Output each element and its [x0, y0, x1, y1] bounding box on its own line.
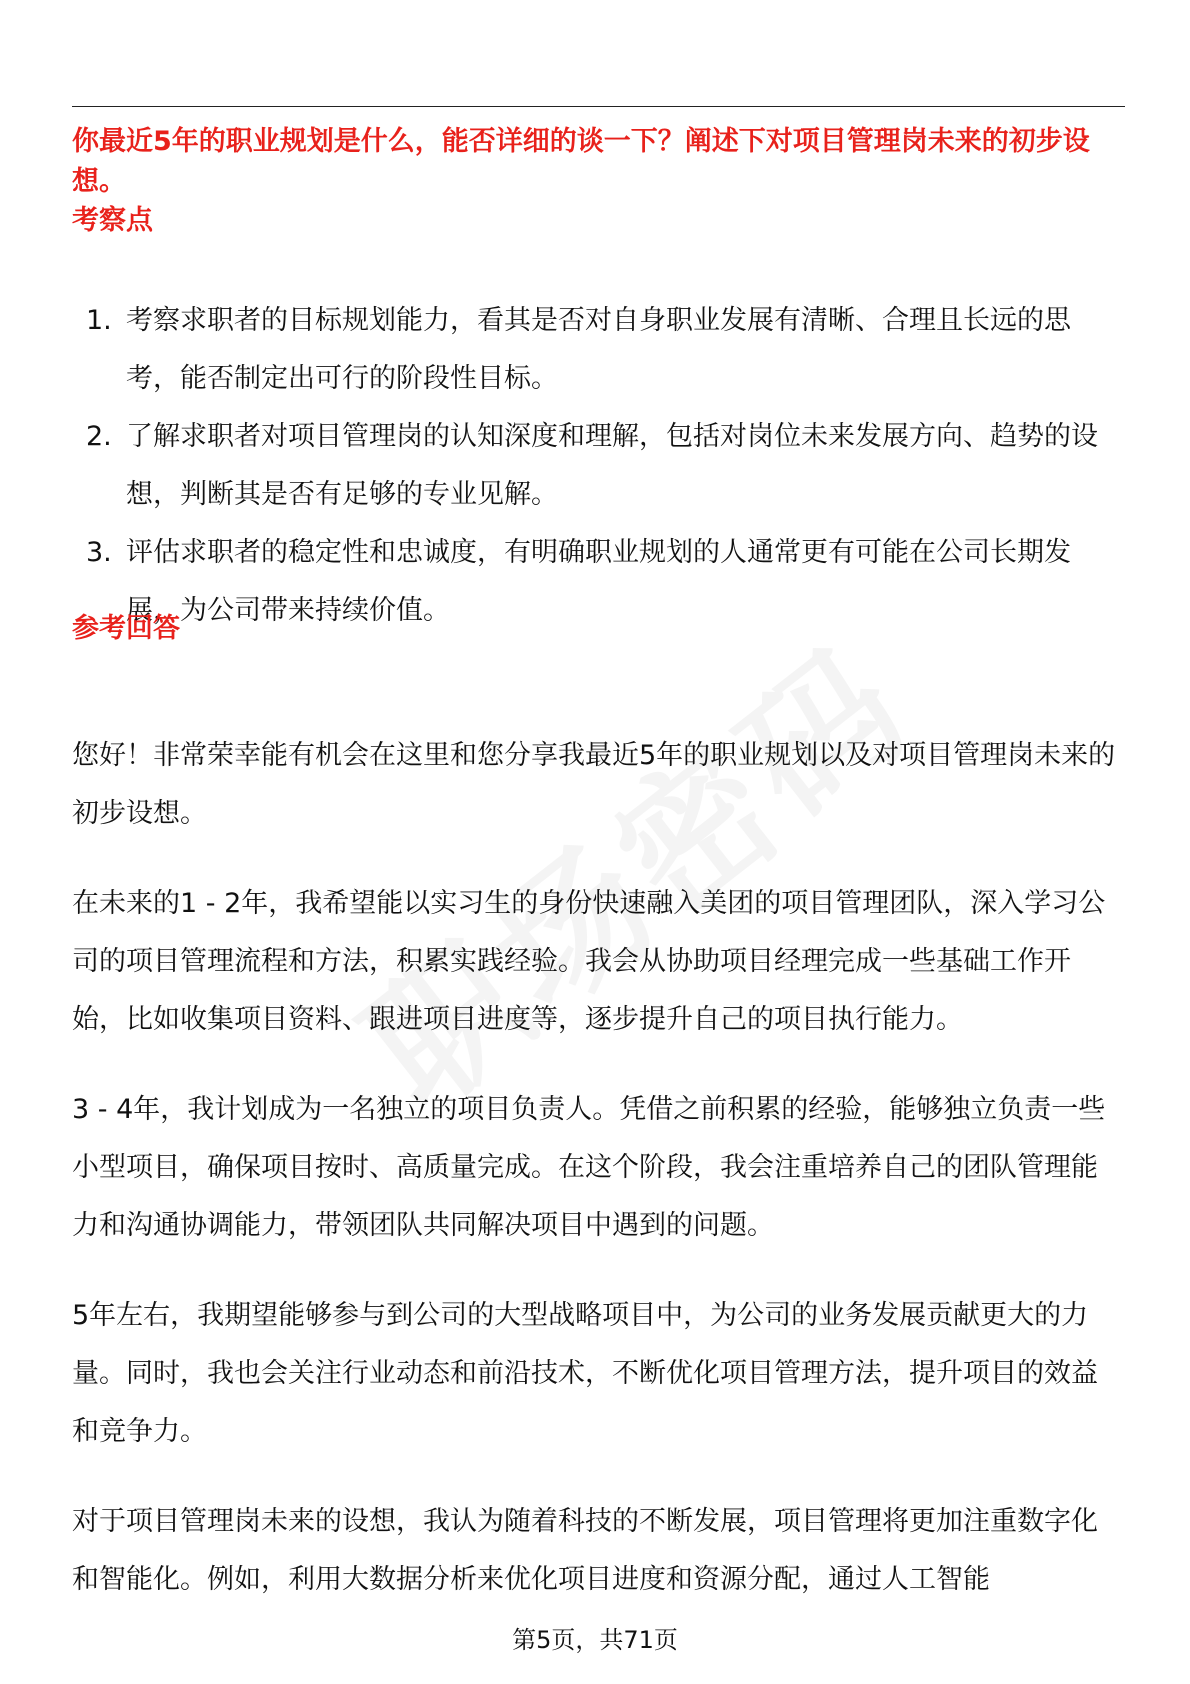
list-item: [72, 292, 1122, 408]
top-divider: [72, 106, 1125, 107]
answer-paragraph: 3 - 4年，我计划成为一名独立的项目负责人。凭借之前积累的经验，能够独立负责一些小型项目，确保项目按时、高质量完成。在这个阶段，我会注重培养自己的团队管理能力和沟通协调能力，带领团队共同解决项目中遇到的问题。: [72, 1094, 1106, 1241]
list-item-number: 3.: [86, 537, 112, 568]
list-item-text: 考察求职者的目标规划能力，看其是否对自身职业发展有清晰、合理且长远的思考，能否制定出可行的阶段性目标。: [126, 305, 1071, 394]
list-item-text: 了解求职者对项目管理岗的认知深度和理解，包括对岗位未来发展方向、趋势的设想，判断其是否有足够的专业见解。: [126, 421, 1098, 510]
list-item-text: 评估求职者的稳定性和忠诚度，有明确职业规划的人通常更有可能在公司长期发展，为公司带来持续价值。: [126, 537, 1071, 626]
list-item-number: 1.: [86, 305, 112, 336]
page-number: 第5页，共71页: [512, 1626, 678, 1654]
answer-paragraph: 5年左右，我期望能够参与到公司的大型战略项目中，为公司的业务发展贡献更大的力量。同时，我也会关注行业动态和前沿技术，不断优化项目管理方法，提升项目的效益和竞争力。: [72, 1300, 1098, 1447]
answer-paragraph: 在未来的1 - 2年，我希望能以实习生的身份快速融入美团的项目管理团队，深入学习公司的项目管理流程和方法，积累实践经验。我会从协助项目经理完成一些基础工作开始，比如收集项目资料、跟进项目进度等，逐步提升自己的项目执行能力。: [72, 888, 1106, 1035]
answer-body: [72, 727, 1124, 1641]
list-item: [72, 408, 1122, 524]
list-item-number: 2.: [86, 421, 112, 452]
section-title-points: 考察点: [72, 205, 153, 236]
answer-paragraph: 您好！非常荣幸能有机会在这里和您分享我最近5年的职业规划以及对项目管理岗未来的初步设想。: [72, 740, 1116, 829]
answer-paragraph: 对于项目管理岗未来的设想，我认为随着科技的不断发展，项目管理将更加注重数字化和智能化。例如，利用大数据分析来优化项目进度和资源分配，通过人工智能: [72, 1506, 1098, 1595]
list-item: [72, 524, 1122, 640]
section-title-answer: 参考回答: [72, 613, 180, 644]
question-heading: 你最近5年的职业规划是什么，能否详细的谈一下？阐述下对项目管理岗未来的初步设想。: [72, 126, 1090, 197]
points-list: [72, 292, 1122, 640]
